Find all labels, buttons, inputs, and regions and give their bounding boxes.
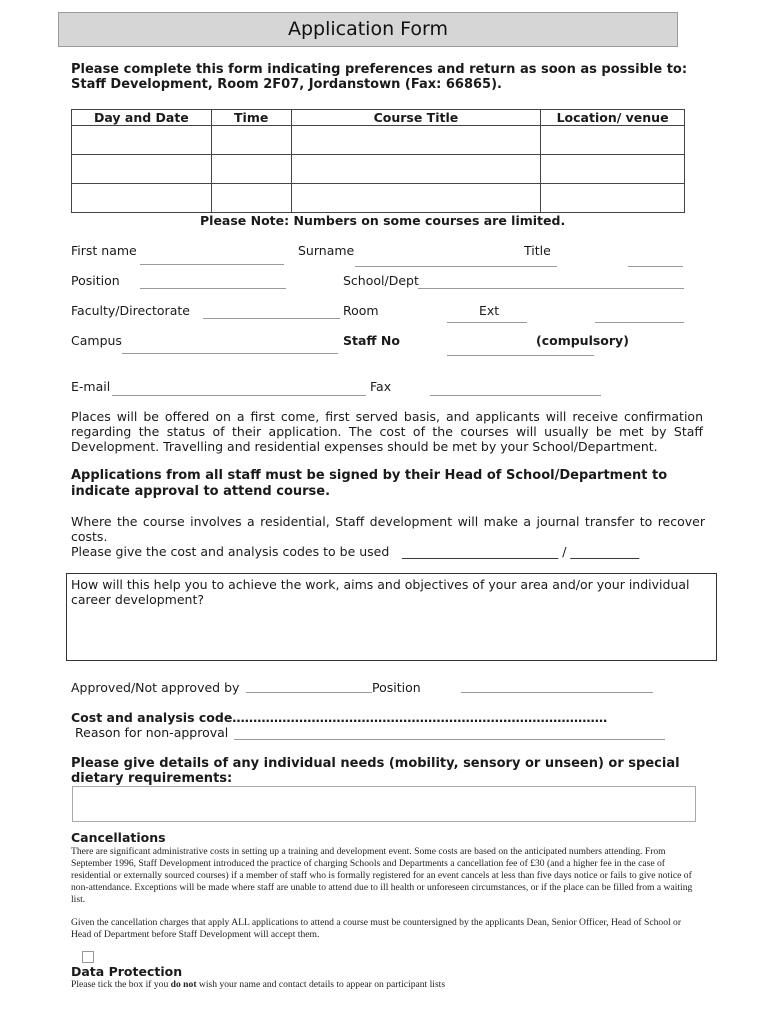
position-field[interactable] <box>140 288 286 289</box>
label-compulsory: (compulsory) <box>536 333 629 348</box>
header-location: Location/ venue <box>541 110 685 126</box>
career-development-box[interactable] <box>66 573 717 661</box>
label-position: Position <box>71 273 120 288</box>
course-table <box>71 109 685 213</box>
approved-by-field[interactable] <box>246 692 372 693</box>
email-field[interactable] <box>112 395 366 396</box>
intro-line-2: Staff Development, Room 2F07, Jordanstown (Fax: 66865). <box>71 77 502 92</box>
reason-non-approval-field[interactable] <box>234 739 665 740</box>
room-field[interactable] <box>447 322 527 323</box>
label-fax: Fax <box>370 379 392 394</box>
cell-time[interactable] <box>211 184 291 213</box>
data-protection-text-end: wish your name and contact details to appear on participant lists <box>196 979 446 990</box>
school-dept-field[interactable] <box>418 288 684 289</box>
cancellations-heading: Cancellations <box>71 830 166 845</box>
table-row <box>72 126 685 155</box>
cell-day-date[interactable] <box>72 155 212 184</box>
header-day-date: Day and Date <box>72 110 212 126</box>
note-limited: Please Note: Numbers on some courses are limited. <box>200 213 566 228</box>
header-time: Time <box>211 110 291 126</box>
data-protection-text-start: Please tick the box if you <box>71 979 171 990</box>
label-ext: Ext <box>479 303 500 318</box>
label-campus: Campus <box>71 333 122 348</box>
label-room: Room <box>343 303 379 318</box>
label-email: E-mail <box>71 379 111 394</box>
label-faculty: Faculty/Directorate <box>71 303 190 318</box>
table-row <box>72 184 685 213</box>
cost-codes-field[interactable]: _________________________ / ___________ <box>402 544 640 559</box>
campus-field[interactable] <box>122 353 338 354</box>
data-protection-text-bold: do not <box>170 979 197 990</box>
data-protection-text <box>71 979 699 991</box>
cost-codes-label: Please give the cost and analysis codes to be used <box>71 544 390 559</box>
cell-location[interactable] <box>541 155 685 184</box>
cell-day-date[interactable] <box>72 184 212 213</box>
residential-paragraph: Where the course involves a residential, Staff development will make a journal transfer to recover costs. <box>71 514 705 544</box>
cell-course-title[interactable] <box>291 126 541 155</box>
title-field[interactable] <box>628 266 683 267</box>
cell-course-title[interactable] <box>291 155 541 184</box>
places-paragraph: Places will be offered on a first come, first served basis, and applicants will receive confirmation regarding the status of their application. The cost of the courses will usually be met by Staff Development. Travelling and residential expenses should be met by your School/Department. <box>71 409 703 454</box>
cancellations-paragraph-1: There are significant administrative costs in setting up a training and development event. Some costs are based on the anticipated numbers attending. From September 1996, Staff Development introduced the practice of charging Schools and Departments a cancellation fee of £30 (and a higher fee in the case of residential or externally sourced courses) if a member of staff who is formally registered for an event cancels at less than five days notice or fails to give notice of non-attendance. Exceptions will be made where staff are unable to attend due to ill health or unforeseen circumstances, or if the place can be filled from a waiting list. <box>71 846 693 905</box>
fax-field[interactable] <box>430 395 601 396</box>
label-first-name: First name <box>71 243 137 258</box>
form-title: Application Form <box>58 12 678 47</box>
cell-time[interactable] <box>211 126 291 155</box>
table-row <box>72 155 685 184</box>
header-course-title: Course Title <box>291 110 541 126</box>
intro-line-1: Please complete this form indicating preferences and return as soon as possible to: <box>71 62 688 77</box>
cancellations-paragraph-2: Given the cancellation charges that apply ALL applications to attend a course must be countersigned by the applicants Dean, Senior Officer, Head of School or Head of Department before Staff Development will accept them. <box>71 917 682 940</box>
label-school-dept: School/Dept <box>343 273 419 288</box>
cell-location[interactable] <box>541 184 685 213</box>
data-protection-checkbox[interactable] <box>82 951 94 963</box>
cell-location[interactable] <box>541 126 685 155</box>
faculty-field[interactable] <box>203 318 340 319</box>
data-protection-heading: Data Protection <box>71 964 183 979</box>
label-title: Title <box>524 243 551 258</box>
label-surname: Surname <box>298 243 355 258</box>
cell-day-date[interactable] <box>72 126 212 155</box>
cell-time[interactable] <box>211 155 291 184</box>
label-approval-position: Position <box>372 680 421 695</box>
label-staff-no: Staff No <box>343 333 400 348</box>
ext-field[interactable] <box>595 322 684 323</box>
needs-input-box[interactable] <box>72 786 696 822</box>
needs-heading: Please give details of any individual needs (mobility, sensory or unseen) or special dietary requirements: <box>71 756 680 786</box>
approval-position-field[interactable] <box>461 692 653 693</box>
career-development-question: How will this help you to achieve the work, aims and objectives of your area and/or your individual career development? <box>71 577 690 607</box>
cell-course-title[interactable] <box>291 184 541 213</box>
surname-field[interactable] <box>355 266 557 267</box>
label-approved-by: Approved/Not approved by <box>71 680 240 695</box>
label-cost-analysis-code: Cost and analysis code……………………………………………………………………………… <box>71 710 608 725</box>
staff-no-field[interactable] <box>447 355 594 356</box>
label-reason-non-approval: Reason for non-approval <box>75 725 229 740</box>
first-name-field[interactable] <box>140 264 284 265</box>
signed-paragraph: Applications from all staff must be signed by their Head of School/Department to indicate approval to attend course. <box>71 468 668 499</box>
